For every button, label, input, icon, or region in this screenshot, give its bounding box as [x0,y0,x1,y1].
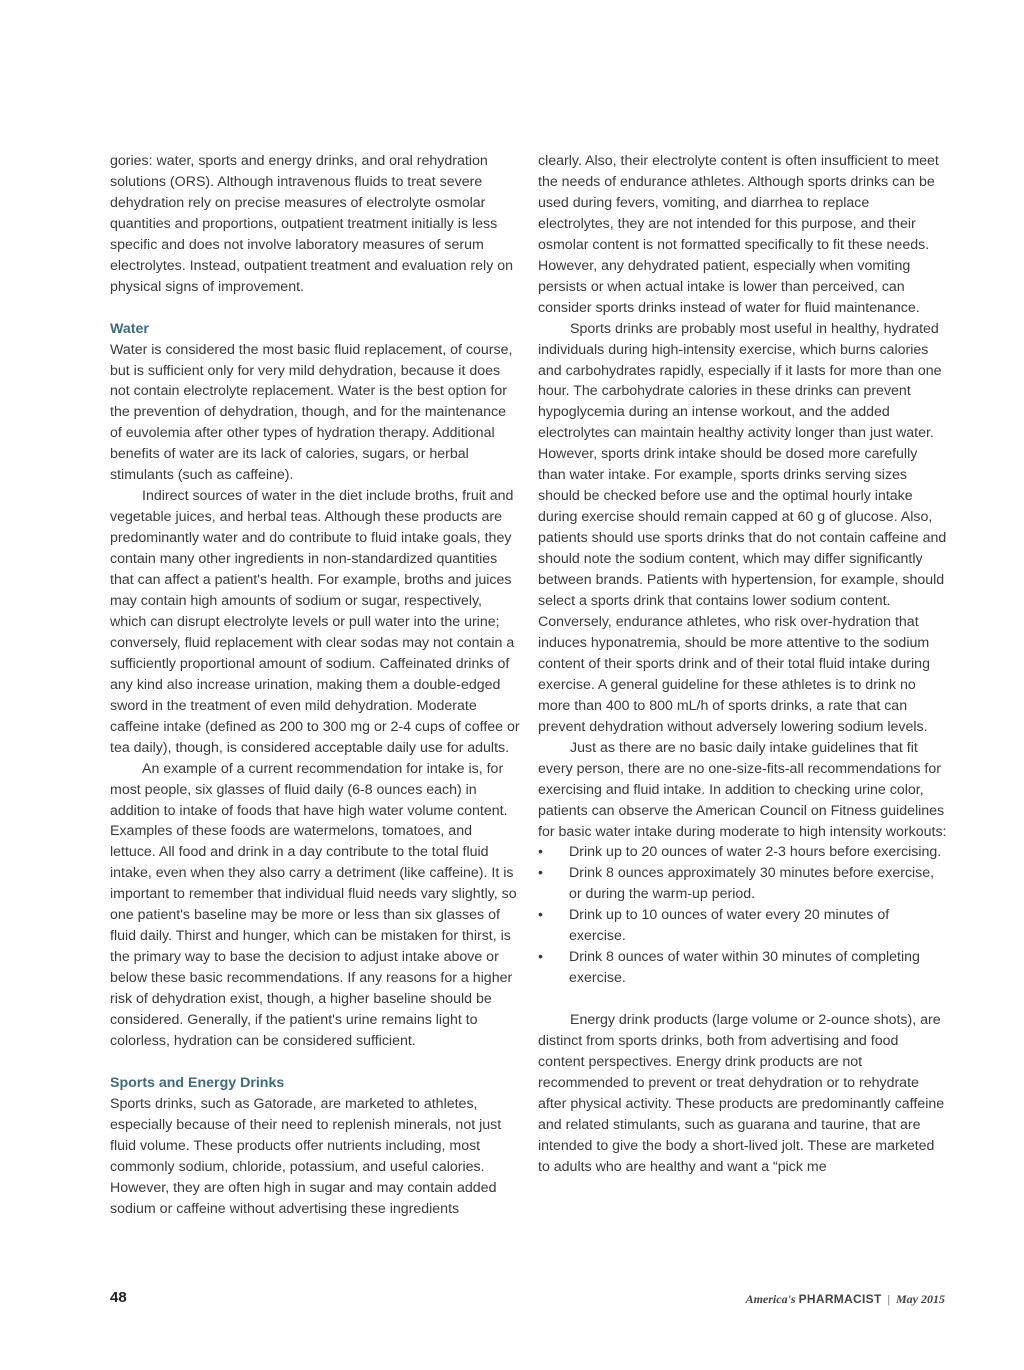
list-item-text: Drink up to 20 ounces of water 2-3 hours before exercising. [569,844,942,861]
sports-paragraph-1: Sports drinks, such as Gatorade, are marketed to athletes, especially because of their need to replenish minerals, not just fluid volume. These products offer nutrients including, most commonly sodium, chloride, potassium, and useful calories. However, they are often high in sugar and may contain added sodium or caffeine without advertising these ingredients [110,1095,502,1217]
list-item-text: Drink up to 10 ounces of water every 20 minutes of exercise. [569,907,890,945]
spacer [538,989,948,1010]
magazine-prefix: America's [745,1292,796,1306]
sports-paragraph-3: Just as there are no basic daily intake guidelines that fit every person, there are no one-size-fits-all recommendations for exercising and fluid intake. In addition to checking urine color, patients can observe the American Council on Fitness guidelines for basic water intake during moderate to high intensity workouts: [538,739,947,840]
right-column [538,151,948,1178]
spacer [110,1052,520,1073]
bullet-icon: • [538,844,543,861]
list-item-text: Drink 8 ounces of water within 30 minutes of completing exercise. [569,949,920,987]
water-paragraph-3: An example of a current recommendation for intake is, for most people, six glasses of fluid daily (6-8 ounces each) in addition to intake of foods that have high water volume content. Examples of these foods are watermelons, tomatoes, and lettuce. All food and drink in a day contribute to the total fluid intake, even when they also carry a detriment (like caffeine). It is important to remember that individual fluid needs vary slightly, so one patient's baseline may be more or less than six glasses of fluid daily. Thirst and hunger, which can be mistaken for thirst, is the primary way to base the decision to adjust intake above or below these basic recommendations. If any reasons for a higher risk of dehydration exist, though, a higher baseline should be considered. Generally, if the patient's urine remains light to colorless, hydration can be considered sufficient. [110,760,517,1050]
list-item [538,863,948,905]
spacer [110,298,520,319]
water-heading: Water [110,320,149,337]
magazine-brand: PHARMACIST [798,1292,882,1306]
bullet-icon: • [538,907,543,924]
page-number: 48 [110,1289,127,1306]
sports-paragraph-2: Sports drinks are probably most useful in healthy, hydrated individuals during high-intensity exercise, which burns calories and carbohydrates rapidly, especially if it lasts for more than one hour. The carbohydrate calories in these drinks can prevent hypoglycemia during an intense workout, and the added electrolytes can maintain healthy activity longer than just water. However, sports drink intake should be dosed more carefully than water intake. For example, sports drinks serving sizes should be checked before use and the optimal hourly intake during exercise should remain capped at 60 g of glucose. Also, patients should use sports drinks that do not contain caffeine and should note the sodium content, which may differ significantly between brands. Patients with hypertension, for example, should select a sports drink that contains lower sodium content. Conversely, endurance athletes, who risk over-hydration that induces hyponatremia, should be more attentive to the sodium content of their sports drink and of their total fluid intake during exercise. A general guideline for these athletes is to drink no more than 400 to 800 mL/h of sports drinks, a rate that can prevent dehydration without adversely lowering sodium levels. [538,320,947,735]
left-column [110,151,520,1220]
list-item-text: Drink 8 ounces approximately 30 minutes before exercise, or during the warm-up period. [569,865,935,903]
sports-heading: Sports and Energy Drinks [110,1074,285,1091]
water-paragraph-1: Water is considered the most basic fluid replacement, of course, but is sufficient only for very mild dehydration, because it does not contain electrolyte replacement. Water is the best option for the prevention of dehydration, though, and for the maintenance of euvolemia after other types of hydration therapy. Additional benefits of water are its lack of calories, sugars, or herbal stimulants (such as caffeine). [110,341,513,484]
intro-paragraph: gories: water, sports and energy drinks, and oral rehydration solutions (ORS). Although intravenous fluids to treat severe dehydration rely on precise measures of electrolyte osmolar quantities and proportions, outpatient treatment initially is less specific and does not involve laboratory measures of serum electrolytes. Instead, outpatient treatment and evaluation rely on physical signs of improvement. [110,153,514,295]
list-item [538,905,948,947]
bullet-icon: • [538,865,543,882]
footer-separator: | [887,1292,890,1306]
issue-date: May 2015 [896,1292,945,1306]
guidelines-list [538,842,948,989]
list-item [538,842,948,863]
energy-drinks-paragraph: Energy drink products (large volume or 2-ounce shots), are distinct from sports drinks, both from advertising and food content perspectives. Energy drink products are not recommended to prevent or treat dehydration or to rehydrate after physical activity. These products are predominantly caffeine and related stimulants, such as guarana and taurine, that are intended to give the body a short-lived jolt. These are marketed to adults who are healthy and want a “pick me [538,1012,945,1175]
water-paragraph-2: Indirect sources of water in the diet include broths, fruit and vegetable juices, and herbal teas. Although these products are predominantly water and do contribute to fluid intake goals, they contain many other ingredients in non-standardized quantities that can affect a patient's health. For example, broths and juices may contain high amounts of sodium or sugar, respectively, which can disrupt electrolyte levels or pull water into the urine; conversely, fluid replacement with clear sodas may not contain a sufficiently proportional amount of sodium. Caffeinated drinks of any kind also increase urination, making them a double-edged sword in the treatment of even mild dehydration. Moderate caffeine intake (defined as 200 to 300 mg or 2-4 cups of coffee or tea daily), though, is considered acceptable daily use for adults. [110,488,520,756]
sports-continued-paragraph: clearly. Also, their electrolyte content is often insufficient to meet the needs of endurance athletes. Although sports drinks can be used during fevers, vomiting, and diarrhea to replace electrolytes, they are not intended for this purpose, and their osmolar content is not formatted specifically to fit these needs. However, any dehydrated patient, especially when vomiting persists or when actual intake is lower than perceived, can consider sports drinks instead of water for fluid maintenance. [538,153,939,316]
bullet-icon: • [538,949,543,966]
list-item [538,947,948,989]
running-footer [746,1292,945,1307]
